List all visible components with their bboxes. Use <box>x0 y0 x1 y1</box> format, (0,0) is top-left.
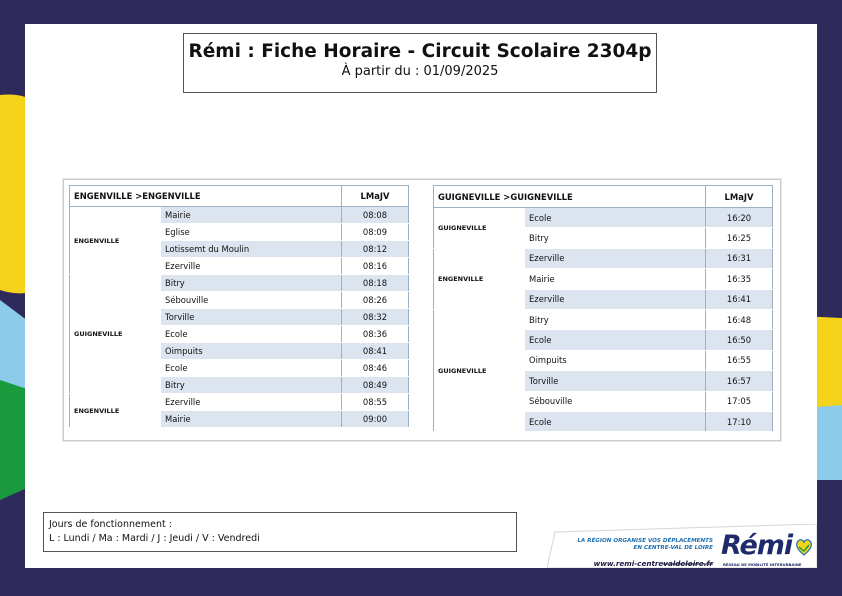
valid-from-date: À partir du : 01/09/2025 <box>341 64 499 79</box>
stop-name: Ecole <box>525 411 706 431</box>
stop-name: Lotissemt du Moulin <box>161 241 342 258</box>
legend-heading: Jours de fonctionnement : <box>49 519 172 530</box>
departure-time: 08:36 <box>342 326 409 343</box>
stop-name: Bitry <box>525 228 706 248</box>
departure-time: 09:00 <box>342 411 409 428</box>
outbound-rows <box>70 207 409 428</box>
departure-time: 16:55 <box>706 350 773 370</box>
page-title: Rémi : Fiche Horaire - Circuit Scolaire 2304p <box>188 41 652 62</box>
legend-text: L : Lundi / Ma : Mardi / J : Jeudi / V : Vendredi <box>49 533 260 544</box>
network-label: RÉSEAU DE MOBILITÉ INTERURBAINE <box>723 562 802 567</box>
commune-label: GUIGNEVILLE <box>70 275 161 394</box>
departure-time: 08:49 <box>342 377 409 394</box>
stop-name: Bitry <box>161 275 342 292</box>
table-row <box>434 248 773 268</box>
stop-name: Torville <box>525 371 706 391</box>
commune-label: ENGENVILLE <box>434 248 525 309</box>
departure-time: 08:32 <box>342 309 409 326</box>
outbound-route-title: ENGENVILLE >ENGENVILLE <box>70 186 342 207</box>
table-row <box>70 394 409 411</box>
commune-label: ENGENVILLE <box>70 394 161 428</box>
outbound-timetable <box>69 185 409 428</box>
outbound-days-header: LMaJV <box>342 186 409 207</box>
table-row <box>434 208 773 228</box>
stop-name: Sébouville <box>161 292 342 309</box>
stop-name: Mairie <box>161 411 342 428</box>
tagline-line-1: LA RÉGION ORGANISE VOS DÉPLACEMENTS <box>577 538 713 544</box>
departure-time: 16:20 <box>706 208 773 228</box>
stop-name: Torville <box>161 309 342 326</box>
departure-time: 17:05 <box>706 391 773 411</box>
stop-name: Ezerville <box>161 394 342 411</box>
stop-name: Ezerville <box>525 289 706 309</box>
timetable-sheet <box>25 24 817 568</box>
commune-label: GUIGNEVILLE <box>434 208 525 249</box>
return-days-header: LMaJV <box>706 186 773 208</box>
departure-time: 08:41 <box>342 343 409 360</box>
departure-time: 08:12 <box>342 241 409 258</box>
stop-name: Sébouville <box>525 391 706 411</box>
departure-time: 08:16 <box>342 258 409 275</box>
stop-name: Oimpuits <box>161 343 342 360</box>
commune-label: GUIGNEVILLE <box>434 309 525 431</box>
departure-time: 16:25 <box>706 228 773 248</box>
stop-name: Ecole <box>525 208 706 228</box>
commune-label: ENGENVILLE <box>70 207 161 275</box>
table-row <box>70 207 409 224</box>
departure-time: 08:09 <box>342 224 409 241</box>
banner-tagline <box>555 538 713 552</box>
remi-banner <box>543 524 817 568</box>
departure-time: 17:10 <box>706 411 773 431</box>
operating-days-legend <box>43 512 517 552</box>
stop-name: Ecole <box>161 326 342 343</box>
title-box <box>183 33 657 93</box>
region-logo-icon <box>793 536 815 558</box>
stop-name: Oimpuits <box>525 350 706 370</box>
departure-time: 16:41 <box>706 289 773 309</box>
departure-time: 16:48 <box>706 309 773 329</box>
stop-name: Ecole <box>525 330 706 350</box>
stop-name: Mairie <box>161 207 342 224</box>
stop-name: Bitry <box>161 377 342 394</box>
departure-time: 08:26 <box>342 292 409 309</box>
departure-time: 16:57 <box>706 371 773 391</box>
stop-name: Ecole <box>161 360 342 377</box>
departure-time: 08:46 <box>342 360 409 377</box>
return-rows <box>434 208 773 432</box>
tagline-line-2: EN CENTRE-VAL DE LOIRE <box>633 545 713 551</box>
stop-name: Bitry <box>525 309 706 329</box>
departure-time: 16:35 <box>706 269 773 289</box>
departure-time: 16:50 <box>706 330 773 350</box>
departure-time: 08:08 <box>342 207 409 224</box>
remi-logo: Rémi <box>721 530 793 561</box>
departure-time: 08:18 <box>342 275 409 292</box>
stop-name: Ezerville <box>161 258 342 275</box>
website-link[interactable]: www.remi-centrevaldeloire.fr <box>593 559 713 568</box>
table-row <box>434 309 773 329</box>
stop-name: Eglise <box>161 224 342 241</box>
table-row <box>70 275 409 292</box>
stop-name: Ezerville <box>525 248 706 268</box>
return-timetable <box>433 185 773 432</box>
return-route-title: GUIGNEVILLE >GUIGNEVILLE <box>434 186 706 208</box>
departure-time: 16:31 <box>706 248 773 268</box>
stop-name: Mairie <box>525 269 706 289</box>
departure-time: 08:55 <box>342 394 409 411</box>
